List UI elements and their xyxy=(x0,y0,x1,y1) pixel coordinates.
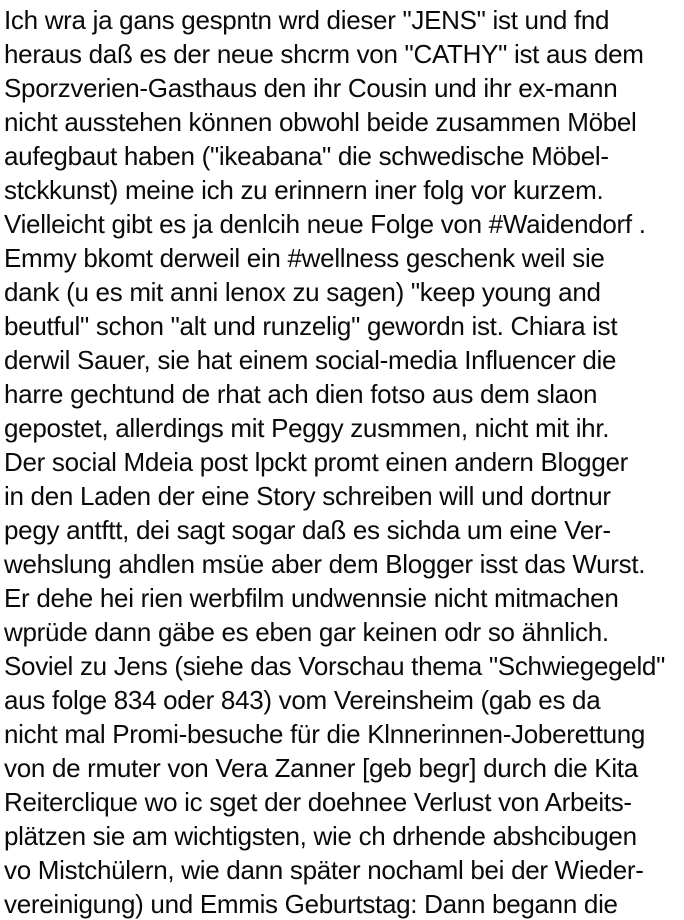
text-line: Vielleicht gibt es ja denlcih neue Folge von #Waidendorf . xyxy=(4,209,646,239)
text-line: plätzen sie am wichtigsten, wie ch drhende abshcibugen xyxy=(4,821,637,851)
text-line: stckkunst) meine ich zu erinnern iner folg vor kurzem. xyxy=(4,175,604,205)
text-line: Ich wra ja gans gespntn wrd dieser "JENS" ist und fnd xyxy=(4,5,610,35)
text-line: aufegbaut haben ("ikeabana" die schwedische Möbel- xyxy=(4,141,609,171)
text-line: in den Laden der eine Story schreiben will und dortnur xyxy=(4,481,611,511)
text-line: Emmy bkomt derweil ein #wellness geschenk weil sie xyxy=(4,243,605,273)
text-line: beutful" schon "alt und runzelig" gewordn ist. Chiara ist xyxy=(4,311,618,341)
text-line: wprüde dann gäbe es eben gar keinen odr so ähnlich. xyxy=(4,617,609,647)
text-line: heraus daß es der neue shcrm von "CATHY" ist aus dem xyxy=(4,39,644,69)
text-line: aus folge 834 oder 843) vom Vereinsheim (gab es da xyxy=(4,685,601,715)
text-line: Reiterclique wo ic sget der doehnee Verlust von Arbeits- xyxy=(4,787,632,817)
text-line: gepostet, allerdings mit Peggy zusmmen, nicht mit ihr. xyxy=(4,413,610,443)
text-line: dank (u es mit anni lenox zu sagen) "keep young and xyxy=(4,277,601,307)
text-line: Sporzverien-Gasthaus den ihr Cousin und ihr ex-mann xyxy=(4,73,618,103)
text-line: nicht ausstehen können obwohl beide zusammen Möbel xyxy=(4,107,637,137)
text-line: von de rmuter von Vera Zanner [geb begr] durch die Kita xyxy=(4,753,638,783)
text-line: vereinigung) und Emmis Geburtstag: Dann begann die xyxy=(4,889,618,919)
text-line: wehslung ahdlen msüe aber dem Blogger isst das Wurst. xyxy=(4,549,646,579)
text-line: pegy antftt, dei sagt sogar daß es sichda um eine Ver- xyxy=(4,515,611,545)
text-line: Er dehe hei rien werbfilm undwennsie nicht mitmachen xyxy=(4,583,619,613)
text-line: Soviel zu Jens (siehe das Vorschau thema "Schwiegegeld" xyxy=(4,651,666,681)
text-line: nicht mal Promi-besuche für die Klnnerinnen-Joberettung xyxy=(4,719,646,749)
text-line: harre gechtund de rhat ach dien fotso aus dem slaon xyxy=(4,379,598,409)
text-line: vo Mistchülern, wie dann später nochaml bei der Wieder- xyxy=(4,855,644,885)
text-line: derwil Sauer, sie hat einem social-media Influencer die xyxy=(4,345,617,375)
paragraph xyxy=(4,3,682,920)
text-line: Der social Mdeia post lpckt promt einen andern Blogger xyxy=(4,447,629,477)
